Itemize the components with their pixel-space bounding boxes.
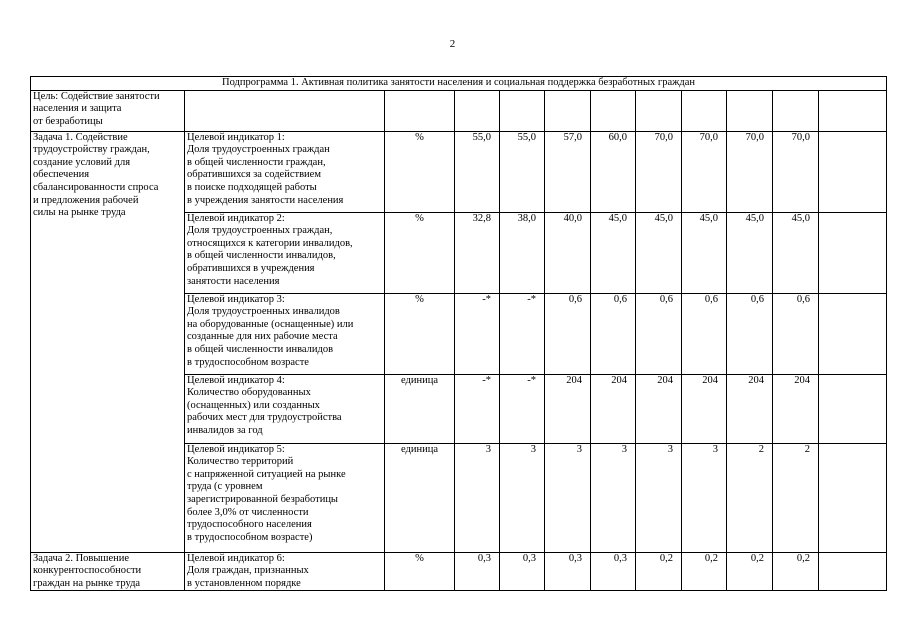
subprogram-title: Подпрограмма 1. Активная политика занятости населения и социальная поддержка безработных граждан xyxy=(31,77,887,91)
task2-cell: Задача 2. Повышение конкурентоспособности граждан на рынке труда xyxy=(31,552,185,591)
task1-cell: Задача 1. Содействие трудоустройству граждан, создание условий для обеспечения сбалансированности спроса и предложения рабочей силы на рынке труда xyxy=(31,131,185,552)
value-cell: 3 xyxy=(636,443,682,552)
value-cell: -* xyxy=(500,293,545,374)
unit-cell: % xyxy=(385,552,455,591)
value-cell: 3 xyxy=(591,443,636,552)
value-cell: 55,0 xyxy=(500,131,545,212)
value-cell: 0,2 xyxy=(773,552,819,591)
value-cell: 38,0 xyxy=(500,212,545,293)
goal-row xyxy=(31,90,887,131)
value-cell: 0,6 xyxy=(636,293,682,374)
value-cell: 0,3 xyxy=(591,552,636,591)
value-cell: 45,0 xyxy=(591,212,636,293)
value-cell: -* xyxy=(455,374,500,443)
value-cell: 204 xyxy=(545,374,591,443)
value-cell: 0,3 xyxy=(500,552,545,591)
value-cell: 40,0 xyxy=(545,212,591,293)
unit-cell: единица xyxy=(385,443,455,552)
value-cell: 0,2 xyxy=(682,552,727,591)
value-cell: 55,0 xyxy=(455,131,500,212)
table-row xyxy=(31,552,887,591)
unit-cell: единица xyxy=(385,374,455,443)
value-cell: 45,0 xyxy=(636,212,682,293)
value-cell: 204 xyxy=(636,374,682,443)
value-cell: 60,0 xyxy=(591,131,636,212)
value-cell: 0,6 xyxy=(545,293,591,374)
indicator-cell: Целевой индикатор 2: Доля трудоустроенных граждан, относящихся к категории инвалидов, в общей численности инвалидов, обратившихся в учреждения занятости населения xyxy=(185,212,385,293)
value-cell: 0,6 xyxy=(727,293,773,374)
unit-cell: % xyxy=(385,293,455,374)
indicator-cell: Целевой индикатор 3: Доля трудоустроенных инвалидов на оборудованные (оснащенные) или созданные для них рабочие места в общей численности инвалидов в трудоспособном возрасте xyxy=(185,293,385,374)
indicator-cell: Целевой индикатор 1: Доля трудоустроенных граждан в общей численности граждан, обратившихся за содействием в поиске подходящей работы в учреждения занятости населения xyxy=(185,131,385,212)
value-cell: 3 xyxy=(500,443,545,552)
value-cell: 2 xyxy=(773,443,819,552)
indicator-cell: Целевой индикатор 6: Доля граждан, признанных в установленном порядке xyxy=(185,552,385,591)
value-cell: 0,6 xyxy=(682,293,727,374)
value-cell: 57,0 xyxy=(545,131,591,212)
value-cell: 0,2 xyxy=(636,552,682,591)
table-row xyxy=(31,131,887,212)
value-cell: 70,0 xyxy=(682,131,727,212)
value-cell: 3 xyxy=(455,443,500,552)
value-cell: 45,0 xyxy=(727,212,773,293)
unit-cell: % xyxy=(385,212,455,293)
value-cell: 0,6 xyxy=(773,293,819,374)
subprogram-row xyxy=(31,77,887,91)
unit-cell: % xyxy=(385,131,455,212)
value-cell: 0,3 xyxy=(545,552,591,591)
value-cell: 3 xyxy=(545,443,591,552)
value-cell: -* xyxy=(500,374,545,443)
value-cell: 70,0 xyxy=(727,131,773,212)
goal-cell: Цель: Содействие занятости населения и защита от безработицы xyxy=(31,90,185,131)
value-cell: 204 xyxy=(773,374,819,443)
value-cell: 204 xyxy=(727,374,773,443)
value-cell: 204 xyxy=(591,374,636,443)
indicator-cell: Целевой индикатор 4: Количество оборудованных (оснащенных) или созданных рабочих мест для трудоустройства инвалидов за год xyxy=(185,374,385,443)
value-cell: 2 xyxy=(727,443,773,552)
value-cell: 0,2 xyxy=(727,552,773,591)
value-cell: -* xyxy=(455,293,500,374)
indicator-cell: Целевой индикатор 5: Количество территорий с напряженной ситуацией на рынке труда (с уровнем зарегистрированной безработицы более 3,0% от численности трудоспособного населения в трудоспособном возрасте) xyxy=(185,443,385,552)
value-cell: 70,0 xyxy=(636,131,682,212)
value-cell: 45,0 xyxy=(773,212,819,293)
indicators-table xyxy=(30,76,887,591)
value-cell: 32,8 xyxy=(455,212,500,293)
value-cell: 204 xyxy=(682,374,727,443)
value-cell: 70,0 xyxy=(773,131,819,212)
page-number: 2 xyxy=(449,38,456,50)
value-cell: 0,6 xyxy=(591,293,636,374)
value-cell: 3 xyxy=(682,443,727,552)
value-cell: 0,3 xyxy=(455,552,500,591)
value-cell: 45,0 xyxy=(682,212,727,293)
